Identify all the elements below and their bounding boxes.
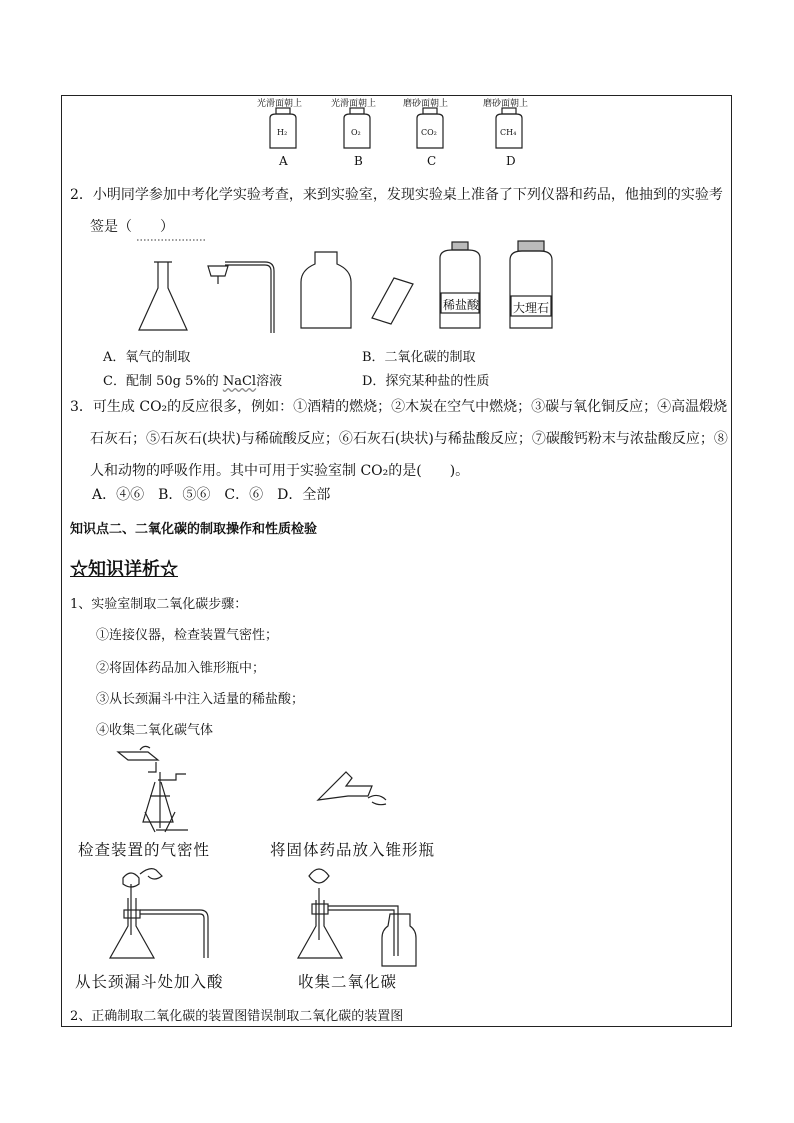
caption-add-acid: 从长颈漏斗处加入酸 — [75, 973, 224, 991]
q2-option-a: A．氧气的制取 — [103, 350, 191, 365]
bottle-label-b: 光滑面朝上 — [331, 99, 377, 109]
gas-co2: CO₂ — [421, 128, 437, 137]
caption-airtight-check: 检查装置的气密性 — [78, 841, 211, 859]
knowledge-heading: ☆知识详析☆ — [70, 559, 178, 580]
q3-line2: 石灰石；⑤石灰石(块状)与稀硫酸反应；⑥石灰石(块状)与稀盐酸反应；⑦碳酸钙粉末与浓盐酸反应；⑧ — [90, 431, 728, 447]
section-title: 知识点二、二氧化碳的制取操作和性质检验 — [70, 522, 318, 537]
step-3: ③从长颈漏斗中注入适量的稀盐酸； — [96, 692, 305, 707]
step-2: ②将固体药品加入锥形瓶中； — [96, 661, 266, 676]
q3-options: A．④⑥ B．⑤⑥ C．⑥ D．全部 — [92, 487, 331, 503]
bottle-label-d: 磨砂面朝上 — [483, 99, 529, 109]
gas-o2: O₂ — [351, 128, 361, 137]
bottle-label-c: 磨砂面朝上 — [403, 99, 449, 109]
gas-h2: H₂ — [277, 128, 288, 137]
q2-line2: 签是（ ） — [90, 219, 174, 235]
q2-option-d: D．探究某种盐的性质 — [362, 374, 490, 389]
bottle-letter-b: B — [354, 154, 363, 168]
steps-title: 1、实验室制取二氧化碳步骤： — [70, 597, 248, 612]
bottle-label-dilute-hcl: 稀盐酸 — [443, 298, 480, 312]
bottle-letter-d: D — [506, 154, 516, 168]
gas-ch4: CH₄ — [500, 128, 517, 137]
q2-line1: 2．小明同学参加中考化学实验考查，来到实验室，发现实验桌上准备了下列仪器和药品，他抽到的实验考 — [70, 187, 723, 203]
caption-add-solid: 将固体药品放入锥形瓶 — [270, 841, 436, 859]
step-1: ①连接仪器，检查装置气密性； — [96, 628, 279, 643]
q3-line1: 3．可生成 CO₂的反应很多，例如：①酒精的燃烧；②木炭在空气中燃烧；③碳与氧化铜反应；④高温煅烧 — [70, 399, 728, 415]
bottle-letter-c: C — [427, 154, 437, 168]
bottle-label-a: 光滑面朝上 — [257, 99, 303, 109]
q2-option-c: C．配制 50g 5%的 NaCl溶液 — [103, 374, 283, 389]
bottle-letter-a: A — [279, 154, 288, 168]
step-4: ④收集二氧化碳气体 — [96, 723, 214, 738]
q2-option-b: B．二氧化碳的制取 — [362, 350, 476, 365]
caption-collect-co2: 收集二氧化碳 — [298, 973, 398, 991]
q3-line3: 人和动物的呼吸作用。其中可用于实验室制 CO₂的是( )。 — [90, 463, 470, 479]
bottle-label-marble: 大理石 — [513, 301, 550, 315]
footer-line: 2、正确制取二氧化碳的装置图错误制取二氧化碳的装置图 — [70, 1009, 404, 1024]
